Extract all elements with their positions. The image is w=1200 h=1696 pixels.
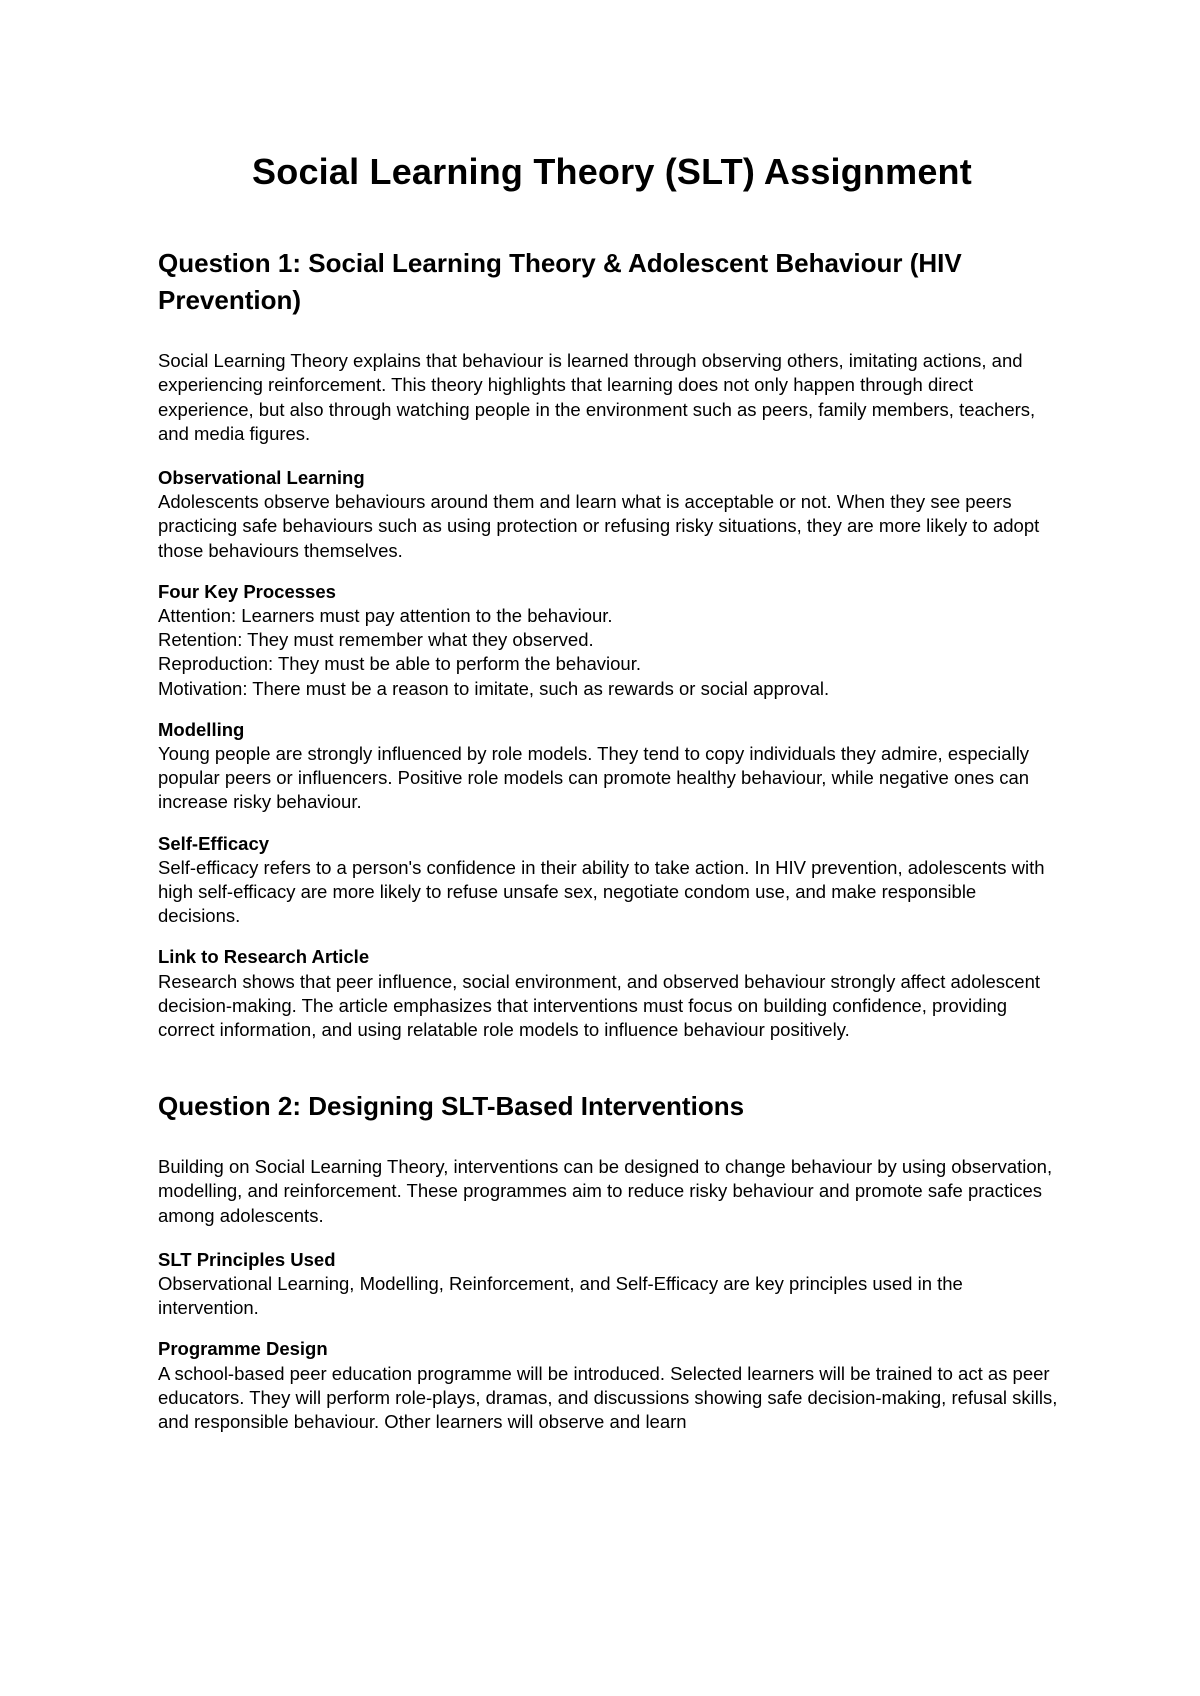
- question-2-intro: Building on Social Learning Theory, interventions can be designed to change behaviour by using observation, modelling, and reinforcement. These programmes aim to reduce risky behaviour and promote safe practices among adolescents.: [158, 1156, 1053, 1226]
- document-title: Social Learning Theory (SLT) Assignment: [252, 151, 972, 192]
- self-efficacy-body: Self-efficacy refers to a person's confidence in their ability to take action. In HIV prevention, adolescents with high self-efficacy are more likely to refuse unsafe sex, negotiate condom use, and make responsible decisions.: [158, 856, 1045, 927]
- process-reproduction: Reproduction: They must be able to perform the behaviour.: [158, 653, 641, 675]
- self-efficacy-heading: Self-Efficacy: [158, 832, 270, 854]
- research-article-heading: Link to Research Article: [158, 946, 370, 968]
- modelling-body: Young people are strongly influenced by role models. They tend to copy individuals they admire, especially popular peers or influencers. Positive role models can promote healthy behaviour, while negative ones can increase risky behaviour.: [158, 743, 1030, 813]
- slt-principles-section: [158, 1248, 1058, 1321]
- process-retention: Retention: They must remember what they observed.: [158, 629, 594, 651]
- document-page: [158, 150, 1058, 1451]
- slt-principles-body: Observational Learning, Modelling, Reinforcement, and Self-Efficacy are key principles used in the intervention.: [158, 1273, 963, 1319]
- observational-learning-section: [158, 466, 1058, 563]
- question-1-heading: Question 1: Social Learning Theory & Adolescent Behaviour (HIV Prevention): [158, 248, 962, 316]
- programme-design-body: A school-based peer education programme will be introduced. Selected learners will be trained to act as peer educators. They will perform role-plays, dramas, and discussions showing safe decision-making, refusal skills, and responsible behaviour. Other learners will observe and learn: [158, 1362, 1058, 1433]
- question-1-intro: Social Learning Theory explains that behaviour is learned through observing others, imitating actions, and experiencing reinforcement. This theory highlights that learning does not only happen through direct experience, but also through watching people in the environment such as peers, family members, teachers, and media figures.: [158, 350, 1036, 444]
- four-key-processes-heading: Four Key Processes: [158, 580, 336, 602]
- modelling-heading: Modelling: [158, 718, 245, 740]
- process-motivation: Motivation: There must be a reason to imitate, such as rewards or social approval.: [158, 677, 830, 699]
- research-article-body: Research shows that peer influence, social environment, and observed behaviour strongly affect adolescent decision-making. The article emphasizes that interventions must focus on building confidence, providing correct information, and using relatable role models to influence behaviour positively.: [158, 970, 1041, 1041]
- programme-design-section: [158, 1337, 1058, 1434]
- self-efficacy-section: [158, 832, 1058, 929]
- process-attention: Attention: Learners must pay attention to the behaviour.: [158, 605, 613, 627]
- observational-learning-body: Adolescents observe behaviours around them and learn what is acceptable or not. When they see peers practicing safe behaviours such as using protection or refusing risky situations, they are more likely to adopt those behaviours themselves.: [158, 491, 1040, 561]
- slt-principles-heading: SLT Principles Used: [158, 1248, 336, 1270]
- research-article-section: [158, 945, 1058, 1042]
- programme-design-heading: Programme Design: [158, 1338, 328, 1360]
- observational-learning-heading: Observational Learning: [158, 467, 365, 488]
- question-2-heading: Question 2: Designing SLT-Based Interventions: [158, 1091, 745, 1122]
- modelling-section: [158, 718, 1058, 815]
- four-key-processes-section: [158, 580, 1058, 701]
